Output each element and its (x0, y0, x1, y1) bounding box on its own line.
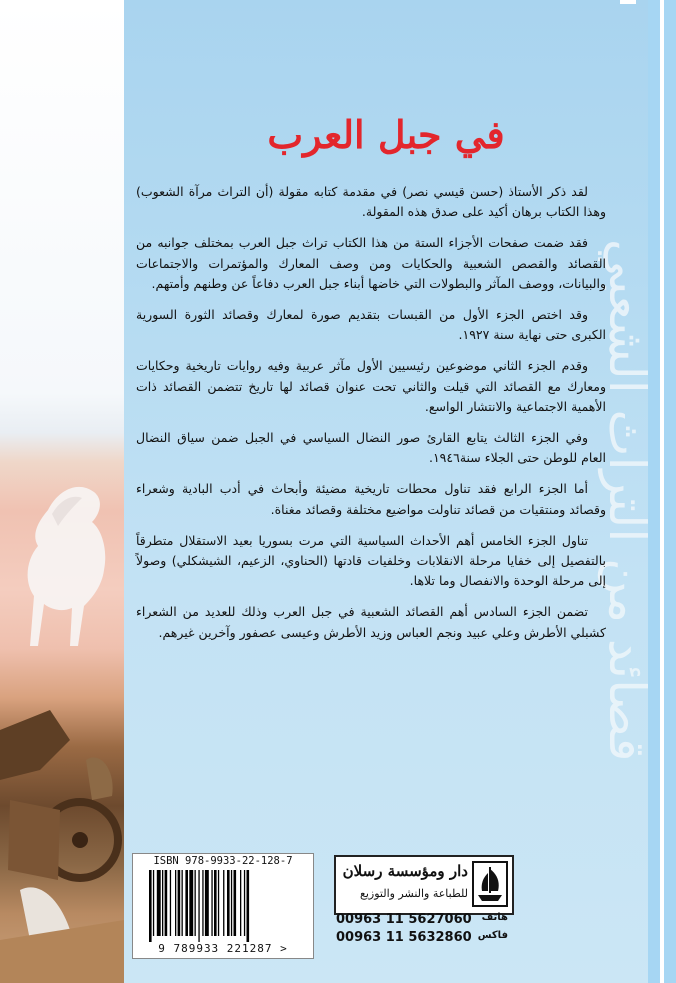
ship-icon (472, 861, 508, 907)
barcode-number: 9 789933 221287 > (158, 942, 288, 955)
cover-art-strip (0, 0, 124, 983)
paragraph: تضمن الجزء السادس أهم القصائد الشعبية في جبل العرب وذلك للعديد من الشعراء كشبلي الأطرش وعلي عبيد ونجم العباس وزيد الأطرش وعيسى عصفور وآخرين غيرهم. (136, 604, 606, 640)
paragraph: وقد اختص الجزء الأول من القبسات بتقديم صورة لمعارك وقصائد الثورة السورية الكبرى حتى نهاية سنة ١٩٢٧. (136, 307, 606, 343)
spine-divider (660, 0, 664, 983)
soldiers-image (0, 700, 124, 983)
paragraph: أما الجزء الرابع فقد تناول محطات تاريخية مضيئة وأبحاث في أدب البادية وشعراء وقصائد ومنتقيات من قصائد تناولت مواضيع مختلفة وقصائد مغناة. (136, 481, 606, 517)
paragraph: وقدم الجزء الثاني موضوعين رئيسيين الأول مآثر عربية وفيه روايات تاريخية وحكايات ومعارك مع القصائد التي قيلت والثاني تحت عنوان قصائد لها تاريخ تتضمن القصائد ذات الأهمية الاجتماعية والانتشار الواسع. (136, 358, 606, 414)
isbn-label: ISBN 978-9933-22-128-7 (153, 855, 293, 867)
publisher-logo (334, 855, 514, 915)
paragraph: وفي الجزء الثالث يتابع القارئ صور النضال السياسي في الجبل ضمن سياق النضال العام للوطن حتى الجلاء سنة١٩٤٦. (136, 430, 606, 466)
paragraph: تناول الجزء الخامس أهم الأحداث السياسية التي مرت بسوريا بعيد الاستقلال متطرقاً بالتفصيل إلى خفايا مرحلة الانقلابات وخلفيات قادتها (الحناوي، الزعيم، الشيشكلي) وصولاً إلى مرحلة الوحدة والانفصال وما تلاها. (136, 532, 606, 589)
barcode-bars (147, 870, 299, 942)
paragraph: فقد ضمت صفحات الأجزاء الستة من هذا الكتاب تراث جبل العرب بمختلف جوانبه من القصائد والقصص الشعبية والحكايات ومن وصف المعارك والمؤتمرات والاجتماعات والبيانات، ووصف المآثر والبطولات التي خاضها أبناء جبل العرب دفاعاً عن وطنهم وأمتهم. (136, 235, 606, 291)
white-horse-image (8, 470, 124, 660)
paragraph: لقد ذكر الأستاذ (حسن قيسي نصر) في مقدمة كتابه مقولة (أن التراث مرآة الشعوب) وهذا الكتاب برهان أكيد على صدق هذه المقولة. (136, 184, 606, 220)
book-title: في جبل العرب (267, 112, 505, 157)
fax-label: فاكس (477, 930, 508, 941)
spine-title: قصائد من التراث الشعبي (598, 238, 656, 762)
phone-line (334, 912, 510, 930)
fax-number: 00963 11 5632860 (336, 930, 472, 945)
publisher-subtitle: للطباعة والنشر والتوزيع (359, 887, 468, 900)
phone-label: هاتف (481, 912, 508, 923)
phone-number: 00963 11 5627060 (336, 912, 472, 927)
top-notch (620, 0, 636, 4)
publisher-name: دار ومؤسسة رسلان (342, 862, 468, 880)
fax-line (334, 930, 510, 948)
barcode (132, 853, 314, 959)
blurb-text (136, 182, 606, 654)
